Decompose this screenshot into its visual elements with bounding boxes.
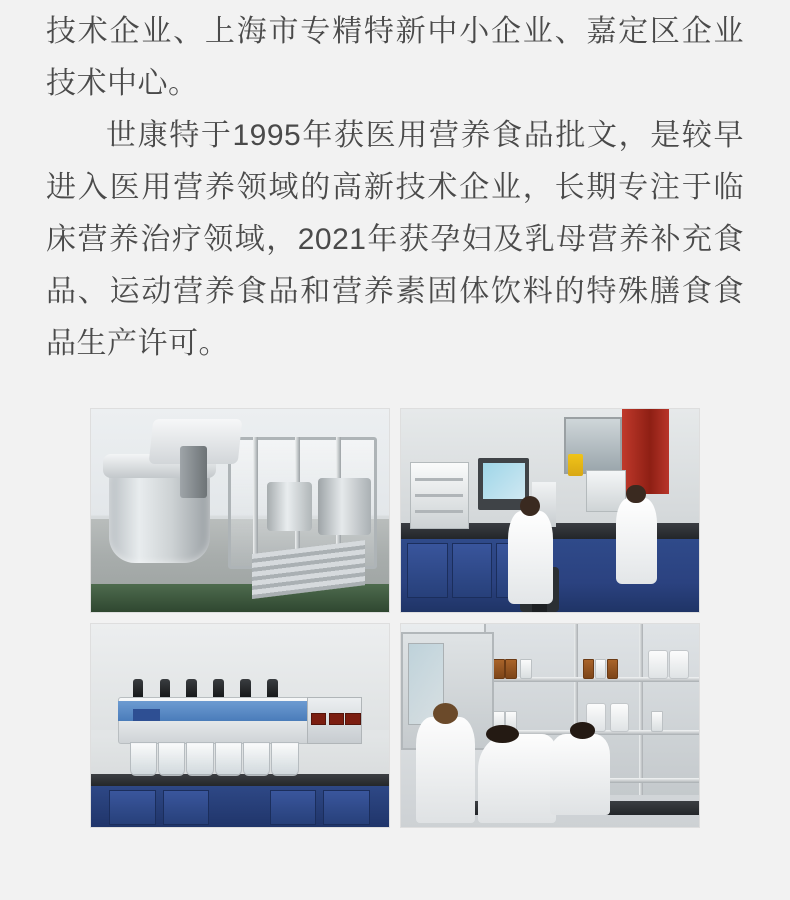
reagent-bottle bbox=[583, 659, 595, 679]
reagent-bottle bbox=[568, 454, 583, 476]
person-head bbox=[433, 703, 458, 724]
led-display bbox=[329, 713, 344, 725]
red-curtain bbox=[622, 409, 670, 494]
sample-knob bbox=[267, 679, 278, 697]
body-text-block bbox=[0, 0, 790, 370]
reagent-bottle bbox=[607, 659, 619, 679]
sample-knob bbox=[186, 679, 197, 697]
glass-beaker bbox=[215, 742, 242, 776]
sample-knob bbox=[160, 679, 171, 697]
photo-water-bath-extractor bbox=[90, 623, 390, 828]
sample-knob bbox=[213, 679, 224, 697]
researcher-male-foreground bbox=[478, 734, 555, 823]
shelf-divider bbox=[639, 624, 643, 795]
photo-gallery bbox=[90, 408, 700, 828]
plastic-jug bbox=[669, 650, 689, 678]
photo-hplc-analysis-lab bbox=[400, 408, 700, 613]
researcher-female bbox=[416, 717, 476, 823]
frame-post bbox=[253, 437, 258, 563]
lab-technician bbox=[508, 511, 553, 604]
hplc-instrument bbox=[410, 462, 469, 529]
mixing-drum bbox=[267, 482, 312, 531]
instrument-seam bbox=[415, 478, 463, 481]
monitor-screen bbox=[483, 463, 526, 499]
cabinet-door bbox=[323, 790, 370, 824]
floor-strip bbox=[91, 584, 389, 612]
reagent-bottle bbox=[651, 711, 663, 731]
reagent-bottle bbox=[493, 659, 505, 679]
photo-production-mixing-tank bbox=[90, 408, 390, 613]
plastic-jug bbox=[610, 703, 630, 731]
mixing-drum bbox=[318, 478, 372, 535]
photo-researchers-storage-shelves bbox=[400, 623, 700, 828]
instrument-label bbox=[133, 709, 160, 721]
led-display bbox=[311, 713, 326, 725]
cabinet-door bbox=[407, 543, 448, 598]
person-head bbox=[486, 725, 519, 743]
glass-beaker bbox=[158, 742, 185, 776]
glass-beaker bbox=[271, 742, 298, 776]
instrument-seam bbox=[415, 494, 463, 497]
sample-knob bbox=[133, 679, 144, 697]
cabinet-door bbox=[163, 790, 210, 824]
glass-beaker bbox=[243, 742, 270, 776]
person-head bbox=[626, 485, 645, 504]
lab-technician bbox=[616, 498, 658, 583]
person-head bbox=[520, 496, 541, 517]
paragraph-1: 技术企业、上海市专精特新中小企业、嘉定区企业技术中心。 bbox=[46, 15, 744, 100]
reagent-bottle bbox=[520, 659, 532, 679]
reagent-bottle bbox=[505, 659, 517, 679]
glass-beaker bbox=[186, 742, 213, 776]
cabinet-door bbox=[452, 543, 493, 598]
paragraph-2: 世康特于1995年获医用营养食品批文，是较早进入医用营养领域的高新技术企业，长期专注于临床营养治疗领域，2021年获孕妇及乳母营养补充食品、运动营养食品和营养素固体饮料的特殊膳食食品生产许可。 bbox=[46, 119, 744, 360]
lab-benchtop bbox=[91, 774, 389, 786]
reagent-bottle bbox=[595, 659, 607, 679]
cabinet-door bbox=[109, 790, 156, 824]
cabinet-door bbox=[270, 790, 317, 824]
glass-beaker bbox=[130, 742, 157, 776]
person-head bbox=[570, 722, 595, 738]
overhead-shaft bbox=[180, 446, 207, 499]
led-display bbox=[345, 713, 360, 725]
sample-knob bbox=[240, 679, 251, 697]
plastic-jug bbox=[648, 650, 668, 678]
instrument-seam bbox=[415, 510, 463, 513]
researcher-male-background bbox=[550, 734, 610, 815]
